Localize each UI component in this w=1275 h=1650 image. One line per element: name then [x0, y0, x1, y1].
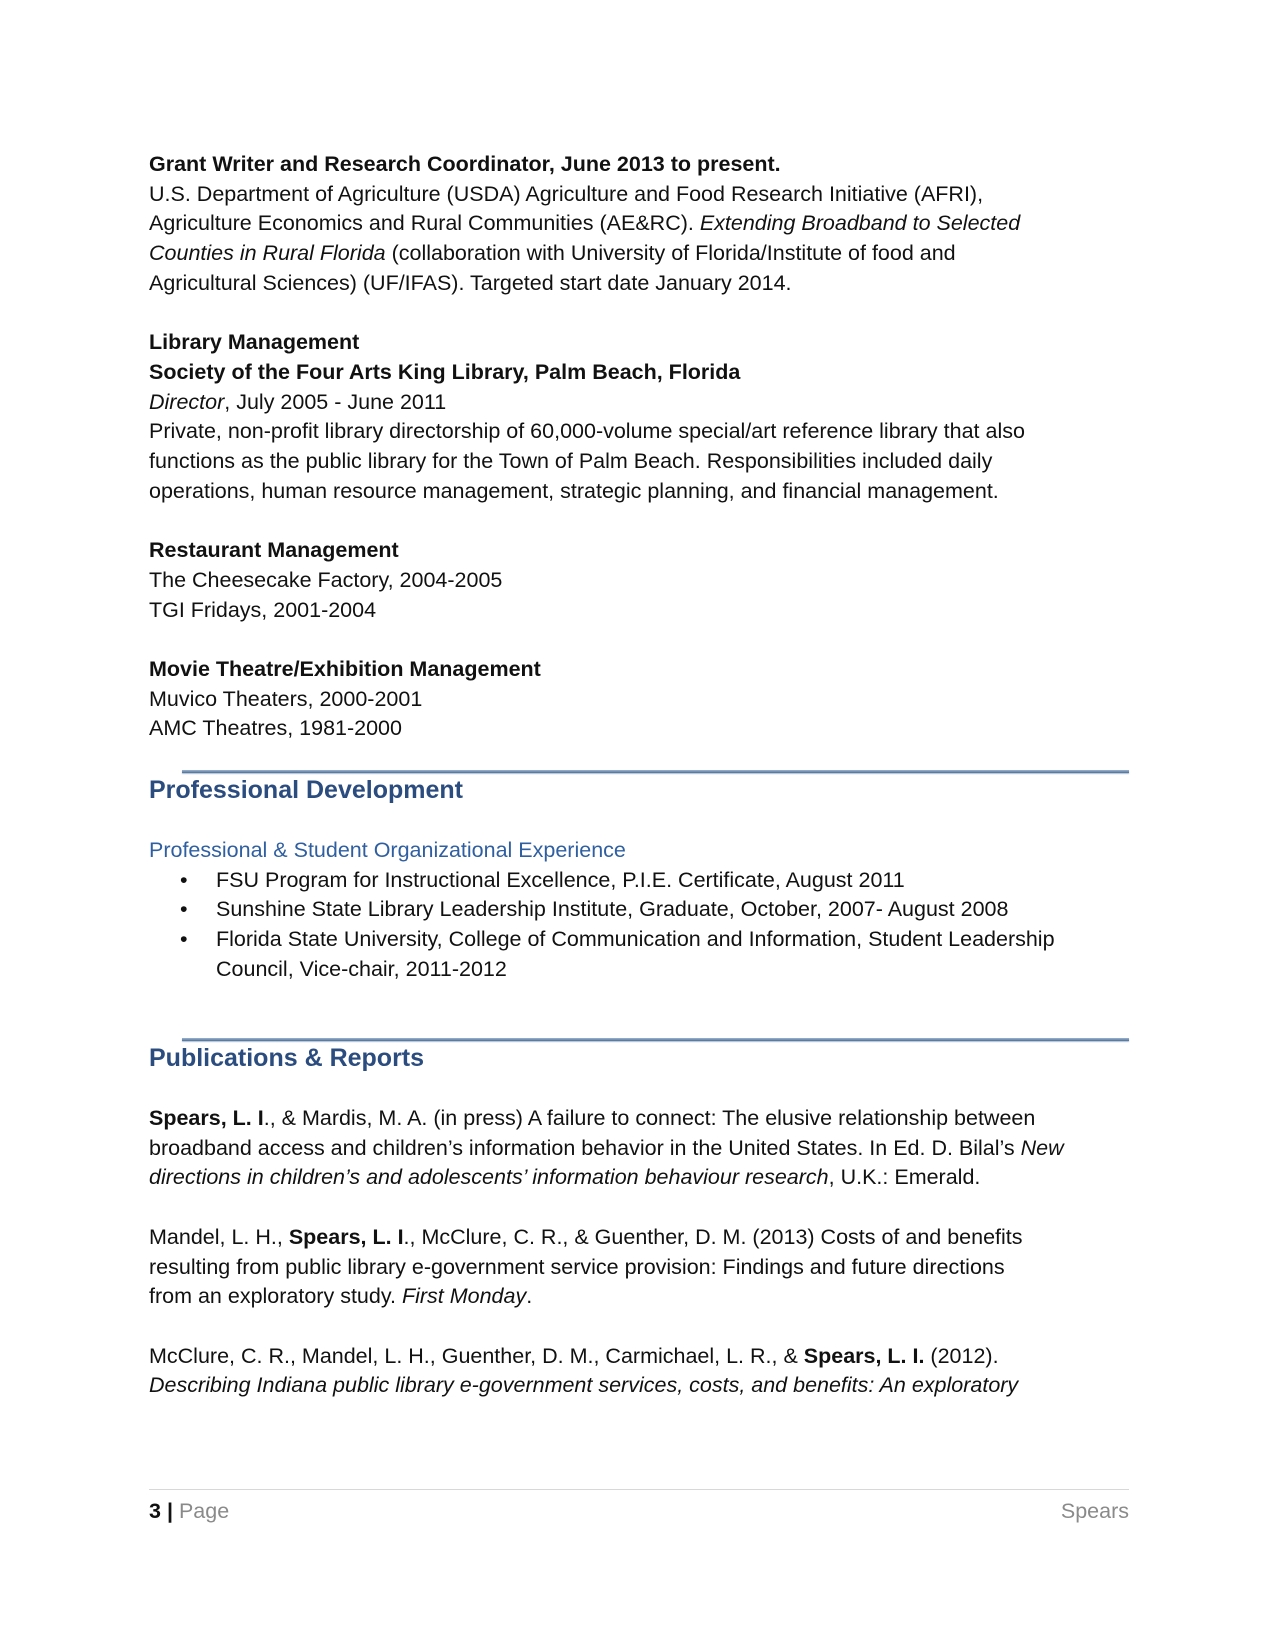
- library-desc: Private, non-profit library directorship of 60,000-volume special/art reference library that also: [149, 419, 1025, 444]
- publications-block: [149, 1104, 1129, 1401]
- movie-item: AMC Theatres, 1981-2000: [149, 716, 402, 741]
- list-item-continuation: Council, Vice-chair, 2011-2012: [216, 956, 507, 981]
- publication-entry: resulting from public library e-government service provision: Findings and future directions: [149, 1254, 1005, 1279]
- publication-entry: Describing Indiana public library e-government services, costs, and benefits: An exploratory: [149, 1373, 1019, 1398]
- grant-line: Agricultural Sciences) (UF/IFAS). Targeted start date January 2014.: [149, 270, 792, 295]
- publication-entry: from an exploratory study. First Monday.: [149, 1284, 533, 1309]
- pd-bullet-list: [149, 866, 1129, 985]
- publication-entry: directions in children’s and adolescents’ information behaviour research, U.K.: Emerald.: [149, 1165, 981, 1190]
- pd-subheading: Professional & Student Organizational Experience: [149, 838, 626, 862]
- experience-block: [149, 150, 1129, 744]
- page-label: Page: [178, 1499, 230, 1523]
- restaurant-item: TGI Fridays, 2001-2004: [149, 597, 377, 622]
- footer-author: Spears: [1060, 1499, 1129, 1523]
- section-divider: [182, 770, 1129, 773]
- professional-development-block: [149, 836, 1129, 985]
- library-desc: operations, human resource management, strategic planning, and financial management.: [149, 478, 999, 503]
- grant-line: U.S. Department of Agriculture (USDA) Agriculture and Food Research Initiative (AFRI),: [149, 181, 984, 206]
- list-item: • Florida State University, College of Communication and Information, Student Leadership: [149, 925, 1129, 955]
- publication-entry: broadband access and children’s information behavior in the United States. In Ed. D. Bilal’s New: [149, 1135, 1064, 1160]
- list-item: • FSU Program for Instructional Excellence, P.I.E. Certificate, August 2011: [149, 866, 1129, 896]
- bullet-icon: •: [180, 867, 188, 892]
- page-separator: |: [166, 1499, 173, 1523]
- restaurant-item: The Cheesecake Factory, 2004-2005: [149, 567, 503, 592]
- grant-line: Counties in Rural Florida (collaboration with University of Florida/Institute of food and: [149, 241, 956, 266]
- section-divider: [182, 1038, 1129, 1041]
- library-heading: Library Management: [149, 330, 360, 355]
- list-item: • Sunshine State Library Leadership Institute, Graduate, October, 2007- August 2008: [149, 895, 1129, 925]
- library-org: Society of the Four Arts King Library, Palm Beach, Florida: [149, 359, 741, 384]
- movie-item: Muvico Theaters, 2000-2001: [149, 686, 423, 711]
- page-footer: [149, 1497, 229, 1526]
- professional-development-heading: Professional Development: [149, 776, 463, 804]
- bullet-icon: •: [180, 897, 188, 922]
- publications-heading: Publications & Reports: [149, 1044, 425, 1072]
- publication-entry: Mandel, L. H., Spears, L. I., McClure, C. R., & Guenther, D. M. (2013) Costs of and benefits: [149, 1224, 1023, 1249]
- grant-line: Agriculture Economics and Rural Communities (AE&RC). Extending Broadband to Selected: [149, 211, 1021, 236]
- grant-title: Grant Writer and Research Coordinator, June 2013 to present.: [149, 152, 781, 176]
- page-number: 3: [149, 1499, 161, 1523]
- bullet-icon: •: [180, 927, 188, 952]
- footer-divider: [149, 1489, 1129, 1490]
- publication-entry: Spears, L. I., & Mardis, M. A. (in press) A failure to connect: The elusive relationship between: [149, 1106, 1036, 1130]
- library-role: Director, July 2005 - June 2011: [149, 389, 447, 414]
- publication-entry: McClure, C. R., Mandel, L. H., Guenther, D. M., Carmichael, L. R., & Spears, L. I. (2012).: [149, 1343, 999, 1368]
- library-desc: functions as the public library for the Town of Palm Beach. Responsibilities included daily: [149, 449, 993, 474]
- restaurant-heading: Restaurant Management: [149, 538, 399, 563]
- movie-heading: Movie Theatre/Exhibition Management: [149, 656, 541, 681]
